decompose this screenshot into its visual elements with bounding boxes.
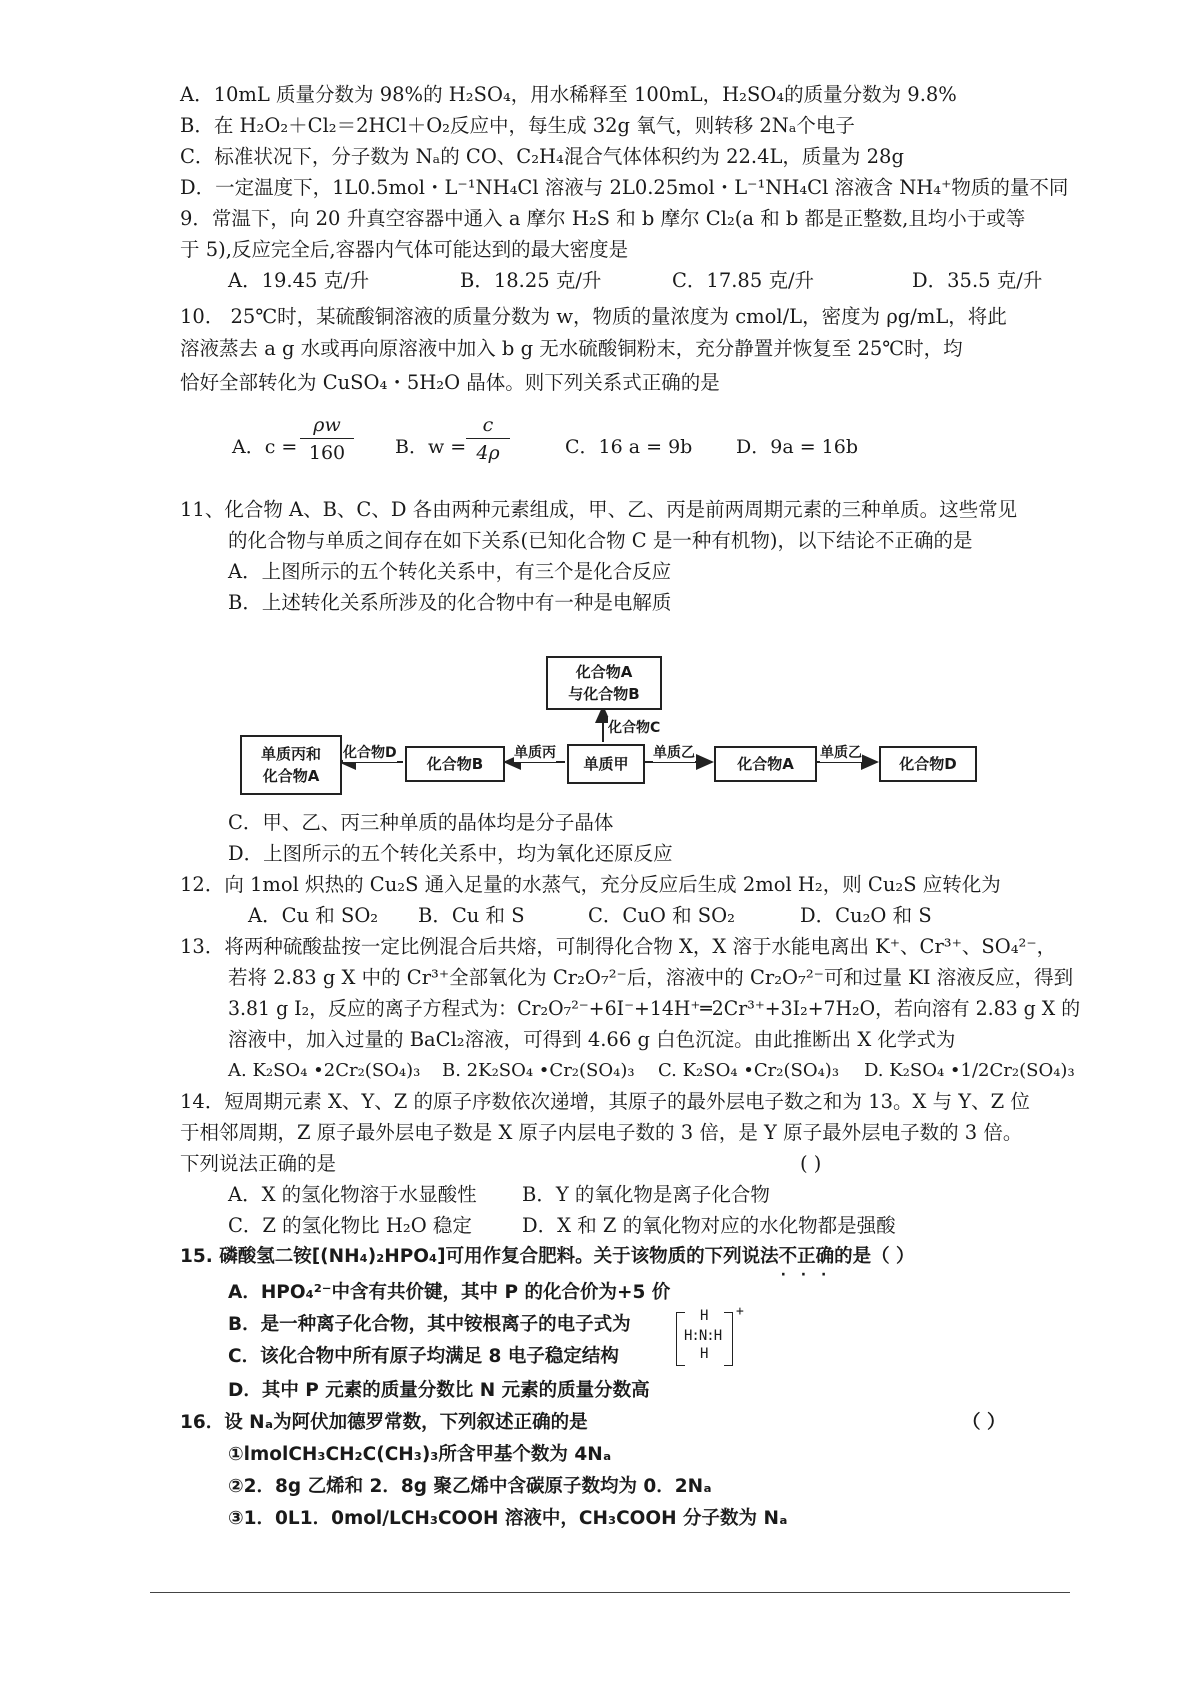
q8-option-a: A．10mL 质量分数为 98%的 H₂SO₄，用水稀释至 100mL，H₂SO₄的质量分数为 9.8%	[180, 83, 957, 106]
q13-option-a: A. K₂SO₄ •2Cr₂(SO₄)₃	[228, 1060, 421, 1081]
label-element-yi-2: 单质乙	[820, 742, 862, 762]
q9-option-d: D．35.5 克/升	[912, 269, 1043, 292]
q13-option-d: D. K₂SO₄ •1/2Cr₂(SO₄)₃	[864, 1060, 1075, 1081]
box-compound-a	[714, 746, 817, 782]
q10-option-a-denominator: 160	[308, 442, 346, 464]
box-element-jia	[567, 744, 645, 784]
q11-option-a: A．上图所示的五个转化关系中，有三个是化合反应	[228, 560, 672, 583]
label-compound-c: 化合物C	[608, 717, 660, 737]
box-element-bing-and-compound-a	[240, 735, 342, 795]
box-top-line2: 与化合物B	[568, 685, 640, 703]
q10-stem-line2: 溶液蒸去 a g 水或再向原溶液中加入 b g 无水硫酸铜粉末，充分静置并恢复至 25℃时，均	[180, 337, 963, 360]
q12-option-d: D．Cu₂O 和 S	[800, 904, 932, 927]
box-compound-d	[879, 746, 977, 782]
box-compound-b	[405, 746, 505, 782]
q13-stem-line2: 若将 2.83 g X 中的 Cr³⁺全部氧化为 Cr₂O₇²⁻后，溶液中的 Cr₂O₇²⁻可和过量 KI 溶液反应，得到	[228, 966, 1074, 989]
box-a-label: 化合物A	[737, 755, 794, 773]
lewis-h-top: H	[700, 1308, 709, 1324]
q16-statement-3: ③1．0L1．0mol/LCH₃COOH 溶液中，CH₃COOH 分子数为 Nₐ	[228, 1508, 788, 1529]
q14-option-a: A．X 的氢化物溶于水显酸性	[228, 1183, 477, 1206]
q10-option-a-numerator: ρw	[300, 414, 354, 439]
q16-answer-paren: （ ）	[962, 1412, 1006, 1433]
q15-option-a: A．HPO₄²⁻中含有共价键，其中 P 的化合价为+5 价	[228, 1282, 671, 1303]
q12-option-c: C．CuO 和 SO₂	[588, 904, 735, 927]
box-d-label: 化合物D	[899, 755, 957, 773]
footer-divider	[150, 1592, 1070, 1593]
q11-option-c: C．甲、乙、丙三种单质的晶体均是分子晶体	[228, 811, 614, 834]
q10-option-c: C．16 a = 9b	[565, 436, 693, 458]
q8-option-c: C．标准状况下，分子数为 Nₐ的 CO、C₂H₄混合气体体积约为 22.4L，质量为 28g	[180, 145, 904, 168]
q15-option-c: C．该化合物中所有原子均满足 8 电子稳定结构	[228, 1346, 619, 1367]
q13-option-c: C. K₂SO₄ •Cr₂(SO₄)₃	[658, 1060, 840, 1081]
label-element-bing: 单质丙	[514, 742, 556, 762]
box-jia-label: 单质甲	[583, 755, 629, 773]
q16-stem: 16．设 Nₐ为阿伏加德罗常数，下列叙述正确的是	[180, 1412, 588, 1433]
q13-stem-line1: 13．将两种硫酸盐按一定比例混合后共熔，可制得化合物 X，X 溶于水能电离出 K⁺、Cr³⁺、SO₄²⁻，	[180, 935, 1057, 958]
q15-stem-post: 的是（ ）	[834, 1246, 915, 1267]
lewis-charge: +	[736, 1304, 744, 1319]
q15-option-b: B．是一种离子化合物，其中铵根离子的电子式为	[228, 1314, 631, 1335]
box-compound-a-and-b	[546, 656, 662, 710]
box-left-line2: 化合物A	[262, 767, 320, 785]
q10-option-b-numerator: c	[466, 414, 510, 439]
q10-stem-line1: 10． 25℃时，某硫酸铜溶液的质量分数为 w，物质的量浓度为 cmol/L，密度为 ρg/mL，将此	[180, 305, 1007, 328]
q12-option-a: A．Cu 和 SO₂	[248, 904, 379, 927]
q9-stem-line2: 于 5),反应完全后,容器内气体可能达到的最大密度是	[180, 238, 629, 261]
box-b-label: 化合物B	[426, 755, 484, 773]
label-element-yi-1: 单质乙	[653, 742, 695, 762]
ammonium-lewis-structure	[676, 1306, 756, 1368]
q14-option-d: D．X 和 Z 的氧化物对应的水化物都是强酸	[522, 1214, 896, 1237]
q10-option-a-label: A．c =	[232, 436, 298, 458]
q9-option-a: A．19.45 克/升	[228, 269, 370, 292]
q15-stem-emphasis: 不正确 · · ·	[779, 1246, 835, 1267]
q13-stem-line4: 溶液中，加入过量的 BaCl₂溶液，可得到 4.66 g 白色沉淀。由此推断出 X 化学式为	[228, 1028, 956, 1051]
q14-stem-line3: 下列说法正确的是	[180, 1152, 337, 1175]
q11-stem-line2: 的化合物与单质之间存在如下关系(已知化合物 C 是一种有机物)，以下结论不正确的是	[228, 529, 973, 552]
box-left-line1: 单质丙和	[260, 745, 321, 763]
q14-answer-paren: ( )	[800, 1152, 822, 1175]
q9-stem-line1: 9．常温下，向 20 升真空容器中通入 a 摩尔 H₂S 和 b 摩尔 Cl₂(a 和 b 都是正整数,且均小于或等	[180, 207, 1026, 230]
q11-stem-line1: 11、化合物 A、B、C、D 各由两种元素组成，甲、乙、丙是前两周期元素的三种单质。这些常见	[180, 498, 1018, 521]
label-compound-d-left: 化合物D	[343, 742, 397, 762]
q10-option-b-label: B．w =	[395, 436, 467, 458]
q15-stem-pre: 15. 磷酸氢二铵[(NH₄)₂HPO₄]可用作复合肥料。关于该物质的下列说法	[180, 1246, 779, 1267]
q15-stem	[180, 1244, 915, 1270]
q14-stem-line2: 于相邻周期，Z 原子最外层电子数是 X 原子内层电子数的 3 倍，是 Y 原子最外层电子数的 3 倍。	[180, 1121, 1023, 1144]
q14-option-c: C．Z 的氢化物比 H₂O 稳定	[228, 1214, 472, 1237]
q16-statement-1: ①lmolCH₃CH₂C(CH₃)₃所含甲基个数为 4Nₐ	[228, 1444, 612, 1465]
q13-option-b: B. 2K₂SO₄ •Cr₂(SO₄)₃	[442, 1060, 635, 1081]
lewis-h-bottom: H	[700, 1346, 709, 1362]
q14-stem-line1: 14．短周期元素 X、Y、Z 的原子序数依次递增，其原子的最外层电子数之和为 13。X 与 Y、Z 位	[180, 1090, 1030, 1113]
box-top-line1: 化合物A	[575, 663, 633, 681]
q9-option-b: B．18.25 克/升	[460, 269, 602, 292]
q10-option-d: D．9a = 16b	[736, 436, 858, 458]
q11-option-b: B．上述转化关系所涉及的化合物中有一种是电解质	[228, 591, 672, 614]
q14-option-b: B．Y 的氧化物是离子化合物	[522, 1183, 770, 1206]
q12-stem: 12．向 1mol 炽热的 Cu₂S 通入足量的水蒸气，充分反应后生成 2mol H₂，则 Cu₂S 应转化为	[180, 873, 1001, 896]
lewis-right-bracket	[724, 1312, 733, 1366]
q10-stem-line3: 恰好全部转化为 CuSO₄・5H₂O 晶体。则下列关系式正确的是	[180, 371, 720, 394]
q10-option-b-denominator: 4ρ	[476, 442, 500, 464]
q8-option-b: B．在 H₂O₂＋Cl₂＝2HCl＋O₂反应中，每生成 32g 氧气，则转移 2Nₐ个电子	[180, 114, 855, 137]
q13-stem-line3: 3.81 g I₂，反应的离子方程式为：Cr₂O₇²⁻+6I⁻+14H⁺═2Cr³⁺+3I₂+7H₂O，若向溶有 2.83 g X 的	[228, 997, 1081, 1020]
q8-option-d: D．一定温度下，1L0.5mol・L⁻¹NH₄Cl 溶液与 2L0.25mol・L⁻¹NH₄Cl 溶液含 NH₄⁺物质的量不同	[180, 176, 1069, 199]
q16-statement-2: ②2．8g 乙烯和 2．8g 聚乙烯中含碳原子数均为 0．2Nₐ	[228, 1476, 712, 1497]
q9-option-c: C．17.85 克/升	[672, 269, 815, 292]
q15-option-d: D．其中 P 元素的质量分数比 N 元素的质量分数高	[228, 1380, 650, 1401]
q11-option-d: D．上图所示的五个转化关系中，均为氧化还原反应	[228, 842, 673, 865]
q12-option-b: B．Cu 和 S	[418, 904, 525, 927]
lewis-middle: H:N:H	[684, 1328, 722, 1344]
